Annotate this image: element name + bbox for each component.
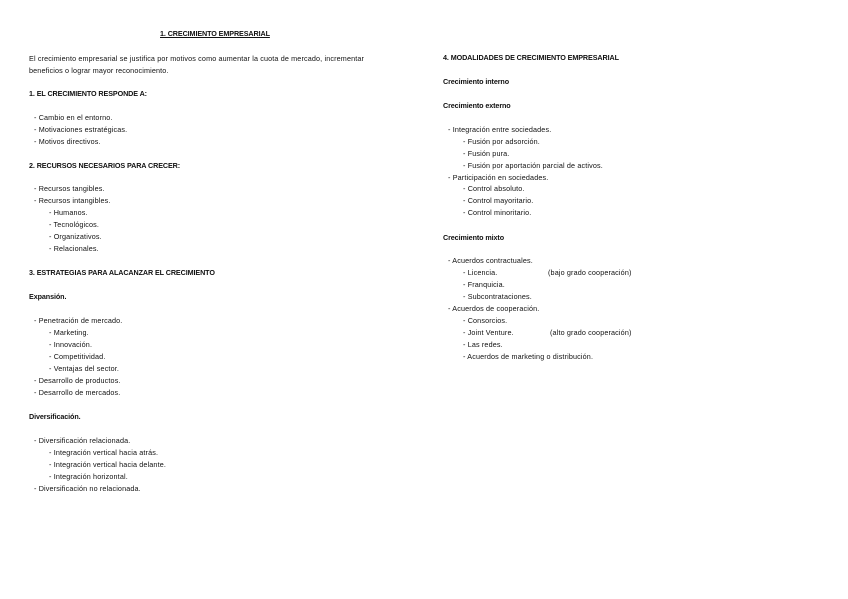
list-item: - Desarrollo de mercados.: [34, 388, 121, 397]
section-1-heading: 1. EL CRECIMIENTO RESPONDE A:: [29, 89, 147, 98]
sub-list-item: - Ventajas del sector.: [49, 364, 120, 373]
cooperation-note-low: (bajo grado cooperación): [548, 268, 632, 277]
list-item: - Recursos intangibles.: [34, 196, 111, 205]
list-item: - Acuerdos de cooperación.: [448, 304, 540, 313]
list-item: - Participación en sociedades.: [448, 173, 549, 182]
cooperation-note-high: (alto grado cooperación): [550, 328, 632, 337]
list-item: - Penetración de mercado.: [34, 316, 123, 325]
sub-list-item: - Integración vertical hacia atrás.: [49, 448, 159, 457]
sub-list-item: - Joint Venture.: [463, 328, 514, 337]
sub-list-item: - Integración horizontal.: [49, 472, 128, 481]
sub-list-item: - Fusión por adsorción.: [463, 137, 540, 146]
list-item: - Cambio en el entorno.: [34, 113, 113, 122]
sub-list-item: - Control mayoritario.: [463, 196, 534, 205]
sub-list-item: - Las redes.: [463, 340, 503, 349]
list-item: - Motivaciones estratégicas.: [34, 125, 128, 134]
sub-list-item: - Relacionales.: [49, 244, 99, 253]
sub-list-item: - Licencia.: [463, 268, 498, 277]
list-item: - Acuerdos contractuales.: [448, 256, 533, 265]
list-item: - Motivos directivos.: [34, 137, 101, 146]
expansion-heading: Expansión.: [29, 292, 67, 301]
crecimiento-externo-heading: Crecimiento externo: [443, 101, 511, 110]
sub-list-item: - Franquicia.: [463, 280, 505, 289]
section-4-heading: 4. MODALIDADES DE CRECIMIENTO EMPRESARIAL: [443, 53, 619, 62]
sub-list-item: - Marketing.: [49, 328, 89, 337]
page-title: 1. CRECIMIENTO EMPRESARIAL: [160, 29, 270, 38]
intro-line-1: El crecimiento empresarial se justifica por motivos como aumentar la cuota de mercado, incrementar: [29, 54, 365, 63]
section-2-heading: 2. RECURSOS NECESARIOS PARA CRECER:: [29, 161, 181, 170]
intro-line-2: beneficios o lograr mayor reconocimiento.: [29, 66, 169, 75]
sub-list-item: - Innovación.: [49, 340, 93, 349]
sub-list-item: - Humanos.: [49, 208, 88, 217]
diversificacion-heading: Diversificación.: [29, 412, 81, 421]
sub-list-item: - Control minoritario.: [463, 208, 532, 217]
list-item: - Desarrollo de productos.: [34, 376, 121, 385]
sub-list-item: - Integración vertical hacia delante.: [49, 460, 167, 469]
list-item: - Recursos tangibles.: [34, 184, 105, 193]
sub-list-item: - Organizativos.: [49, 232, 102, 241]
sub-list-item: - Control absoluto.: [463, 184, 525, 193]
sub-list-item: - Acuerdos de marketing o distribución.: [463, 352, 594, 361]
sub-list-item: - Fusión por aportación parcial de activos.: [463, 161, 603, 170]
crecimiento-mixto-heading: Crecimiento mixto: [443, 233, 505, 242]
sub-list-item: - Competitividad.: [49, 352, 106, 361]
list-item: - Diversificación relacionada.: [34, 436, 131, 445]
list-item: - Diversificación no relacionada.: [34, 484, 141, 493]
sub-list-item: - Tecnológicos.: [49, 220, 100, 229]
section-3-heading: 3. ESTRATEGIAS PARA ALACANZAR EL CRECIMIENTO: [29, 268, 215, 277]
crecimiento-interno-heading: Crecimiento interno: [443, 77, 509, 86]
sub-list-item: - Consorcios.: [463, 316, 508, 325]
list-item: - Integración entre sociedades.: [448, 125, 552, 134]
sub-list-item: - Fusión pura.: [463, 149, 510, 158]
sub-list-item: - Subcontrataciones.: [463, 292, 532, 301]
